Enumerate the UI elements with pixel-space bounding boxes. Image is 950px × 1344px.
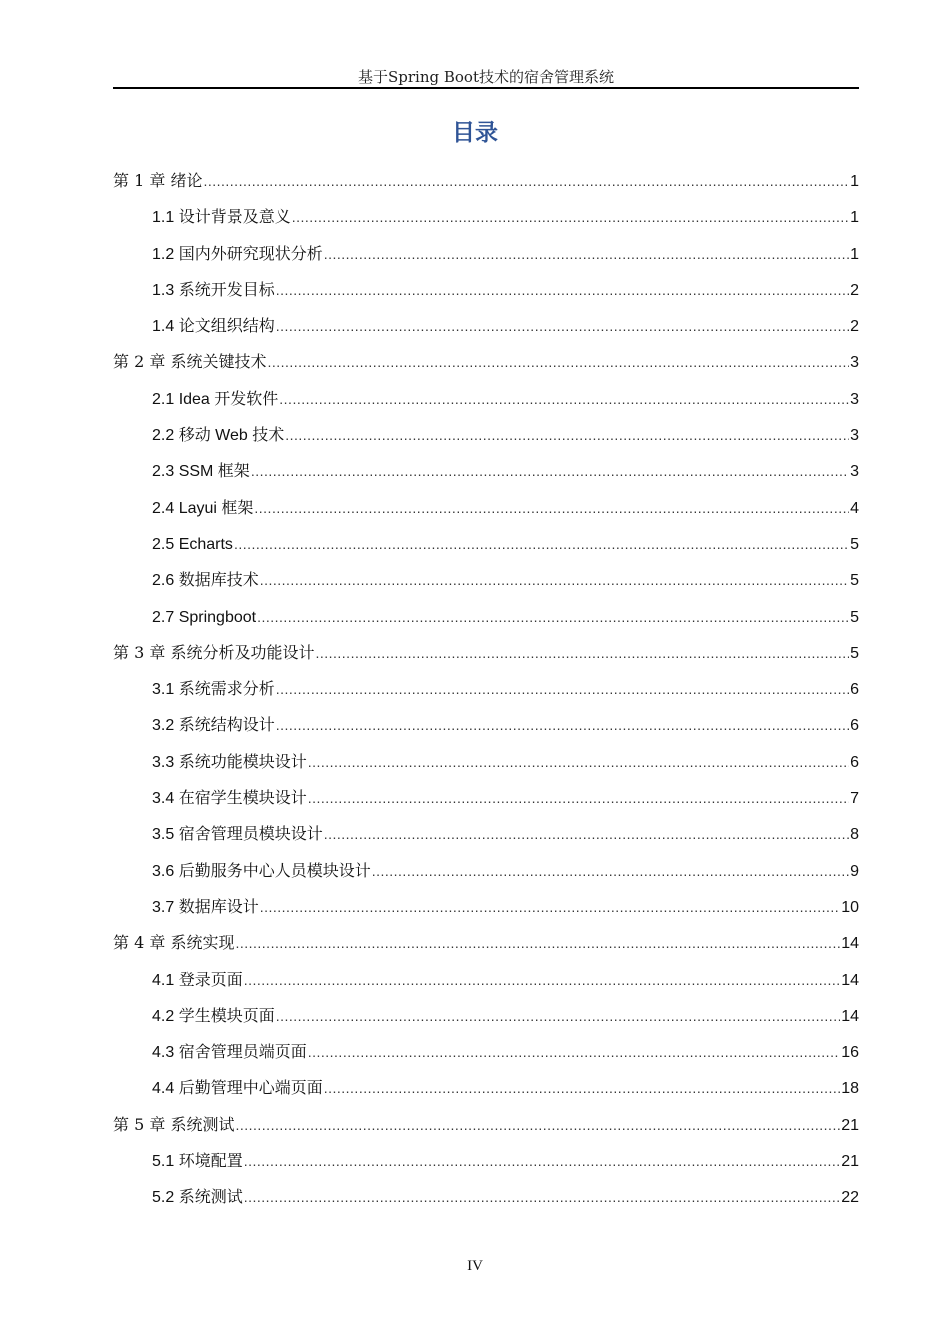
toc-entry-page-number: 14 — [841, 971, 859, 989]
toc-section-entry[interactable] — [113, 889, 859, 925]
toc-entry-label: 第 2 章 系统关键技术 — [113, 352, 267, 372]
toc-section-entry[interactable] — [113, 526, 859, 562]
toc-section-entry[interactable] — [113, 998, 859, 1034]
toc-dot-leader — [292, 199, 849, 235]
toc-section-entry[interactable] — [113, 707, 859, 743]
toc-entry-label: 2.7 Springboot — [152, 608, 257, 626]
toc-entry-label: 3.2 系统结构设计 — [152, 717, 275, 735]
toc-section-entry[interactable] — [113, 816, 859, 852]
toc-entry-label: 2.6 数据库技术 — [152, 572, 259, 590]
toc-entry-label: 3.1 系统需求分析 — [152, 681, 275, 699]
toc-dot-leader — [276, 308, 849, 344]
toc-dot-leader — [260, 889, 841, 925]
toc-entry-page-number: 21 — [841, 1153, 859, 1171]
toc-section-entry[interactable] — [113, 1034, 859, 1070]
toc-entry-label: 第 5 章 系统测试 — [113, 1114, 235, 1134]
toc-entry-label: 3.7 数据库设计 — [152, 898, 259, 916]
toc-entry-label: 第 1 章 绪论 — [113, 171, 203, 190]
toc-section-entry[interactable] — [113, 1179, 859, 1215]
toc-section-entry[interactable] — [113, 236, 859, 272]
toc-list — [113, 163, 859, 1216]
toc-entry-label: 3.6 后勤服务中心人员模块设计 — [152, 862, 371, 880]
toc-section-entry[interactable] — [113, 381, 859, 417]
toc-entry-label: 4.1 登录页面 — [152, 971, 243, 989]
toc-dot-leader — [267, 344, 849, 380]
toc-entry-page-number: 10 — [841, 898, 859, 916]
toc-entry-page-number: 3 — [850, 463, 859, 481]
toc-dot-leader — [235, 925, 840, 961]
toc-dot-leader — [308, 744, 849, 780]
page-number: IV — [467, 1258, 483, 1274]
toc-entry-page-number: 14 — [841, 1007, 859, 1025]
toc-section-entry[interactable] — [113, 671, 859, 707]
toc-section-entry[interactable] — [113, 853, 859, 889]
running-header — [113, 66, 859, 89]
toc-entry-label: 2.3 SSM 框架 — [152, 463, 250, 481]
toc-dot-leader — [260, 562, 849, 598]
toc-chapter-entry[interactable] — [113, 344, 859, 380]
toc-dot-leader — [324, 236, 849, 272]
toc-entry-page-number: 22 — [841, 1189, 859, 1207]
toc-section-entry[interactable] — [113, 272, 859, 308]
toc-entry-label: 第 3 章 系统分析及功能设计 — [113, 642, 315, 662]
toc-chapter-entry[interactable] — [113, 635, 859, 671]
toc-entry-page-number: 14 — [841, 935, 859, 953]
toc-entry-page-number: 3 — [850, 354, 859, 372]
toc-entry-label: 2.4 Layui 框架 — [152, 499, 254, 517]
toc-chapter-entry[interactable] — [113, 925, 859, 961]
toc-entry-label: 1.4 论文组织结构 — [152, 318, 275, 336]
toc-dot-leader — [257, 599, 849, 635]
toc-chapter-entry[interactable] — [113, 163, 859, 199]
toc-section-entry[interactable] — [113, 962, 859, 998]
toc-dot-leader — [254, 490, 849, 526]
toc-dot-leader — [244, 1143, 841, 1179]
toc-entry-label: 第 4 章 系统实现 — [113, 933, 235, 953]
toc-entry-page-number: 5 — [850, 644, 859, 662]
toc-entry-page-number: 21 — [841, 1116, 859, 1134]
toc-dot-leader — [276, 998, 841, 1034]
toc-dot-leader — [234, 526, 849, 562]
toc-entry-label: 4.4 后勤管理中心端页面 — [152, 1080, 323, 1098]
toc-dot-leader — [276, 272, 849, 308]
toc-entry-page-number: 8 — [850, 826, 859, 844]
toc-entry-page-number: 1 — [850, 173, 859, 190]
toc-entry-page-number: 18 — [841, 1080, 859, 1098]
toc-dot-leader — [203, 163, 849, 199]
toc-entry-label: 2.2 移动 Web 技术 — [152, 427, 285, 445]
toc-section-entry[interactable] — [113, 453, 859, 489]
toc-chapter-entry[interactable] — [113, 1107, 859, 1143]
toc-entry-page-number: 5 — [850, 572, 859, 590]
toc-dot-leader — [372, 853, 849, 889]
toc-entry-label: 3.5 宿舍管理员模块设计 — [152, 826, 323, 844]
toc-dot-leader — [244, 962, 841, 998]
toc-section-entry[interactable] — [113, 562, 859, 598]
running-header-title: 基于Spring Boot技术的宿舍管理系统 — [358, 68, 614, 86]
toc-dot-leader — [315, 635, 849, 671]
toc-entry-label: 4.2 学生模块页面 — [152, 1007, 275, 1025]
toc-dot-leader — [235, 1107, 840, 1143]
toc-entry-page-number: 16 — [841, 1044, 859, 1062]
toc-entry-page-number: 5 — [850, 608, 859, 626]
toc-section-entry[interactable] — [113, 308, 859, 344]
toc-entry-label: 3.3 系统功能模块设计 — [152, 753, 307, 771]
toc-section-entry[interactable] — [113, 490, 859, 526]
toc-entry-label: 3.4 在宿学生模块设计 — [152, 790, 307, 808]
toc-dot-leader — [279, 381, 849, 417]
toc-entry-label: 5.2 系统测试 — [152, 1189, 243, 1207]
toc-entry-label: 2.1 Idea 开发软件 — [152, 390, 279, 408]
toc-entry-page-number: 7 — [850, 790, 859, 808]
toc-section-entry[interactable] — [113, 744, 859, 780]
toc-entry-page-number: 6 — [850, 753, 859, 771]
toc-entry-label: 1.2 国内外研究现状分析 — [152, 245, 323, 263]
toc-entry-page-number: 3 — [850, 427, 859, 445]
toc-title: 目录 — [452, 120, 498, 146]
toc-entry-page-number: 5 — [850, 535, 859, 553]
toc-dot-leader — [244, 1179, 841, 1215]
toc-entry-page-number: 3 — [850, 390, 859, 408]
toc-section-entry[interactable] — [113, 599, 859, 635]
toc-entry-page-number: 1 — [850, 209, 859, 227]
toc-section-entry[interactable] — [113, 780, 859, 816]
toc-dot-leader — [251, 453, 849, 489]
toc-entry-label: 1.3 系统开发目标 — [152, 281, 275, 299]
toc-section-entry[interactable] — [113, 1143, 859, 1179]
toc-dot-leader — [324, 816, 849, 852]
toc-entry-label: 2.5 Echarts — [152, 535, 233, 553]
toc-section-entry[interactable] — [113, 1070, 859, 1106]
toc-section-entry[interactable] — [113, 417, 859, 453]
toc-entry-label: 1.1 设计背景及意义 — [152, 209, 291, 227]
toc-entry-label: 4.3 宿舍管理员端页面 — [152, 1044, 307, 1062]
toc-dot-leader — [276, 707, 849, 743]
toc-entry-page-number: 2 — [850, 318, 859, 336]
toc-entry-page-number: 9 — [850, 862, 859, 880]
toc-entry-page-number: 6 — [850, 717, 859, 735]
toc-entry-page-number: 6 — [850, 681, 859, 699]
toc-entry-page-number: 1 — [850, 245, 859, 263]
toc-entry-label: 5.1 环境配置 — [152, 1153, 243, 1171]
toc-entry-page-number: 2 — [850, 281, 859, 299]
toc-dot-leader — [308, 1034, 841, 1070]
toc-entry-page-number: 4 — [850, 499, 859, 517]
toc-section-entry[interactable] — [113, 199, 859, 235]
toc-dot-leader — [308, 780, 849, 816]
toc-dot-leader — [276, 671, 849, 707]
toc-dot-leader — [324, 1070, 841, 1106]
toc-dot-leader — [285, 417, 849, 453]
